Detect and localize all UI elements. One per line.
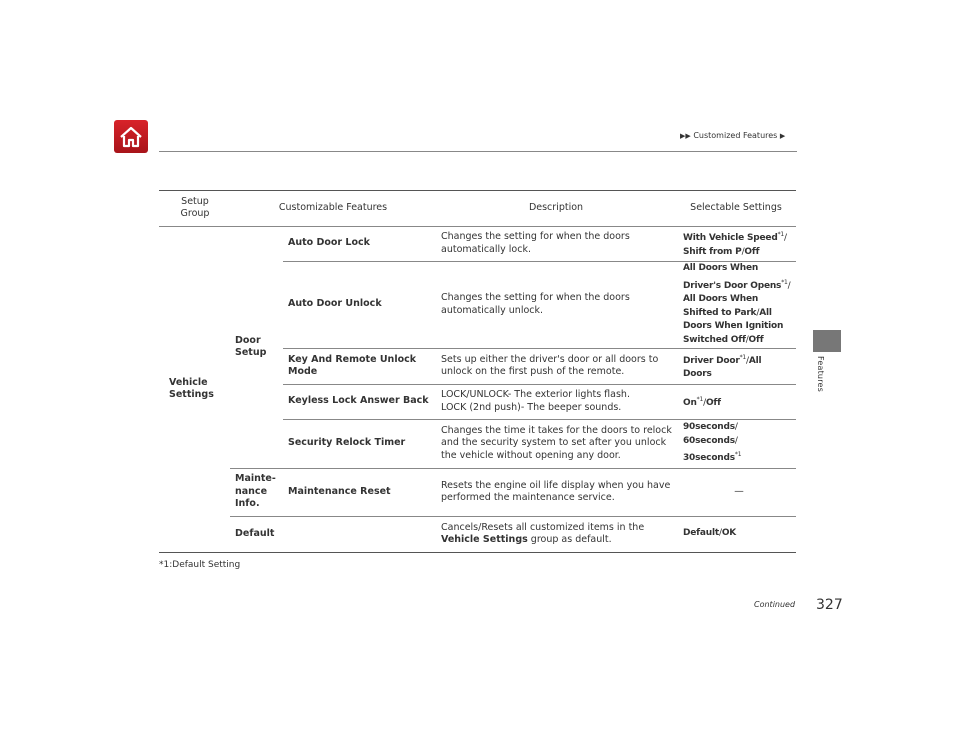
subgroup-maintenance-info: Mainte- nance Info. bbox=[235, 473, 276, 510]
description-default-post: group as default. bbox=[527, 534, 612, 545]
settings-auto-door-lock: With Vehicle Speed$^{*1}$/ Shift from P/Off bbox=[683, 231, 787, 257]
settings-maintenance-reset: — bbox=[734, 485, 744, 497]
subgroup-door-setup: Door Setup bbox=[235, 334, 267, 358]
settings-auto-door-unlock: All Doors When Driver's Door Opens$^{*1}$/ All Doors When Shifted to Park/All Doors When Ignition Switched Off/Off bbox=[683, 263, 791, 345]
feature-key-and-remote-unlock-mode: Key And Remote Unlock Mode bbox=[288, 353, 417, 377]
continued-label: Continued bbox=[754, 600, 796, 609]
header-description: Description bbox=[528, 201, 584, 213]
settings-keyless-lock-answer-back: On$^{*1}$/Off bbox=[683, 395, 721, 408]
breadcrumb[interactable] bbox=[680, 131, 785, 140]
footnote: *1:Default Setting bbox=[159, 560, 241, 570]
header-customizable-features: Customizable Features bbox=[278, 201, 388, 213]
description-maintenance-reset: Resets the engine oil life display when you have performed the maintenance service. bbox=[441, 479, 671, 503]
breadcrumb-arrow-icon: ▶ bbox=[779, 132, 786, 140]
description-keyless-lock-answer-back: LOCK/UNLOCK- The exterior lights flash. LOCK (2nd push)- The beeper sounds. bbox=[441, 389, 630, 413]
settings-default: Default/OK bbox=[683, 528, 737, 539]
page-number: 327 bbox=[816, 597, 843, 613]
settings-key-and-remote-unlock-mode: Driver Door$^{*1}$/All Doors bbox=[683, 353, 762, 379]
feature-auto-door-unlock: Auto Door Unlock bbox=[288, 298, 382, 310]
description-auto-door-unlock: Changes the setting for when the doors automatically unlock. bbox=[441, 292, 630, 316]
description-default bbox=[441, 516, 677, 552]
section-tab[interactable] bbox=[813, 330, 841, 352]
description-default-pre: Cancels/Resets all customized items in the bbox=[441, 521, 645, 533]
breadcrumb-arrow-icon: ▶▶ bbox=[680, 132, 691, 140]
description-default-bold: Vehicle Settings bbox=[441, 534, 528, 545]
feature-maintenance-reset: Maintenance Reset bbox=[288, 485, 391, 497]
section-tab-label: Features bbox=[816, 356, 825, 392]
table-bottom-rule bbox=[159, 552, 796, 553]
header-selectable-settings: Selectable Settings bbox=[690, 201, 782, 213]
breadcrumb-label: Customized Features bbox=[693, 131, 778, 140]
home-button[interactable] bbox=[114, 120, 148, 153]
header-setup-group: Setup Group bbox=[180, 195, 210, 219]
home-icon bbox=[119, 126, 143, 148]
description-security-relock-timer: Changes the time it takes for the doors to relock and the security system to set after you unlock the vehicle without opening any door. bbox=[441, 424, 672, 461]
group-vehicle-settings: Vehicle Settings bbox=[169, 376, 214, 400]
settings-security-relock-timer: 90seconds/ 60seconds/ 30seconds$^{*1}$ bbox=[683, 422, 742, 464]
customized-features-table bbox=[159, 190, 796, 553]
feature-keyless-lock-answer-back: Keyless Lock Answer Back bbox=[288, 395, 429, 407]
description-auto-door-lock: Changes the setting for when the doors automatically lock. bbox=[441, 231, 630, 255]
header-divider bbox=[159, 151, 797, 152]
subgroup-default: Default bbox=[235, 527, 275, 539]
feature-auto-door-lock: Auto Door Lock bbox=[288, 237, 370, 249]
description-key-and-remote-unlock-mode: Sets up either the driver's door or all doors to unlock on the first push of the remote. bbox=[441, 353, 659, 377]
feature-security-relock-timer: Security Relock Timer bbox=[288, 437, 406, 449]
